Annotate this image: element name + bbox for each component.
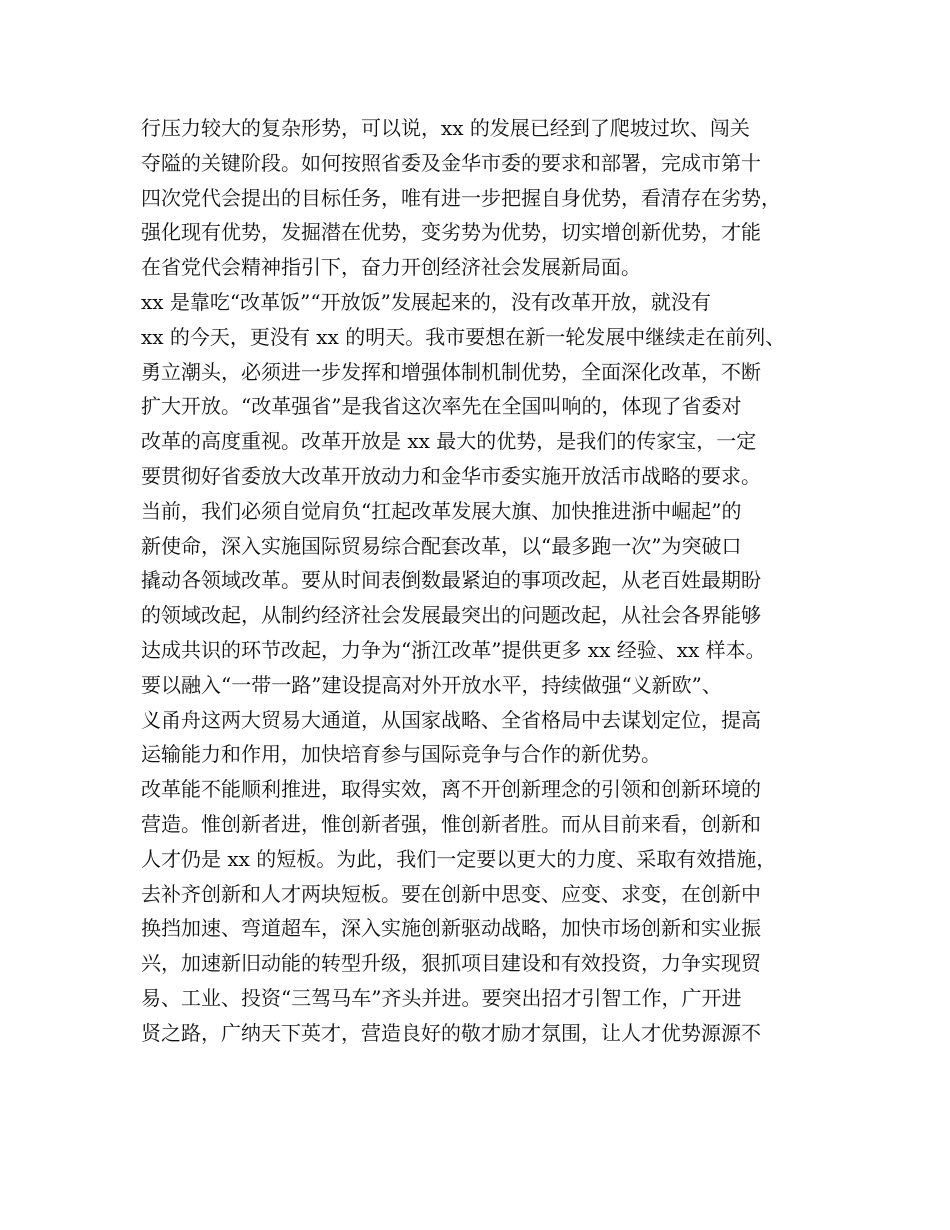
- text-line: xx 是靠吃“改革饭”“开放饭”发展起来的，没有改革开放，就没有: [141, 289, 711, 314]
- text-line: 当前，我们必须自觉肩负“扛起改革发展大旗、加快推进浙中崛起”的: [141, 498, 742, 523]
- text-line: 要贯彻好省委放大改革开放动力和金华市委实施开放活市战略的要求。: [141, 463, 761, 488]
- text-line: xx 的今天，更没有 xx 的明天。我市要想在新一轮发展中继续走在前列、: [141, 324, 786, 349]
- text-line: 撬动各领域改革。要从时间表倒数最紧迫的事项改起，从老百姓最期盼: [141, 568, 761, 593]
- text-line: 勇立潮头，必须进一步发挥和增强体制机制优势，全面深化改革，不断: [141, 359, 761, 384]
- text-line: 在省党代会精神指引下，奋力开创经济社会发展新局面。: [141, 255, 641, 280]
- text-line: 兴，加速新旧动能的转型升级，狠抓项目建设和有效投资，力争实现贸: [141, 951, 761, 976]
- text-line: 强化现有优势，发掘潜在优势，变劣势为优势，切实增创新优势，才能: [141, 220, 761, 245]
- text-line: 改革的高度重视。改革开放是 xx 最大的优势，是我们的传家宝，一定: [141, 429, 757, 454]
- text-line: 新使命，深入实施国际贸易综合配套改革，以“最多跑一次”为突破口: [141, 533, 742, 558]
- text-line: 营造。惟创新者进，惟创新者强，惟创新者胜。而从目前来看，创新和: [141, 811, 761, 836]
- text-line: 四次党代会提出的目标任务，唯有进一步把握自身优势，看清存在劣势，: [141, 185, 781, 210]
- text-line: 达成共识的环节改起，力争为“浙江改革”提供更多 xx 经验、xx 样本。: [141, 637, 766, 662]
- text-line: 人才仍是 xx 的短板。为此，我们一定要以更大的力度、采取有效措施，: [141, 846, 777, 871]
- text-line: 夺隘的关键阶段。如何按照省委及金华市委的要求和部署，完成市第十: [141, 150, 761, 175]
- text-line: 运输能力和作用，加快培育参与国际竞争与合作的新优势。: [141, 742, 661, 767]
- body-text: [141, 111, 831, 1051]
- text-line: 贤之路，广纳天下英才，营造良好的敬才励才氛围，让人才优势源源不: [141, 1020, 761, 1045]
- text-line: 扩大开放。“改革强省”是我省这次率先在全国叫响的，体现了省委对: [141, 394, 742, 419]
- text-line: 行压力较大的复杂形势，可以说，xx 的发展已经到了爬坡过坎、闯关: [141, 116, 750, 140]
- text-line: 的领域改起，从制约经济社会发展最突出的问题改起，从社会各界能够: [141, 603, 761, 628]
- text-line: 义甬舟这两大贸易大通道，从国家战略、全省格局中去谋划定位，提高: [141, 707, 761, 732]
- text-line: 换挡加速、弯道超车，深入实施创新驱动战略，加快市场创新和实业振: [141, 916, 761, 941]
- text-line: 要以融入“一带一路”建设提高对外开放水平，持续做强“义新欧”、: [141, 672, 722, 697]
- text-line: 易、工业、投资“三驾马车”齐头并进。要突出招才引智工作，广开进: [141, 985, 742, 1010]
- text-line: 改革能不能顺利推进，取得实效，离不开创新理念的引领和创新环境的: [141, 777, 761, 802]
- text-line: 去补齐创新和人才两块短板。要在创新中思变、应变、求变，在创新中: [141, 881, 761, 906]
